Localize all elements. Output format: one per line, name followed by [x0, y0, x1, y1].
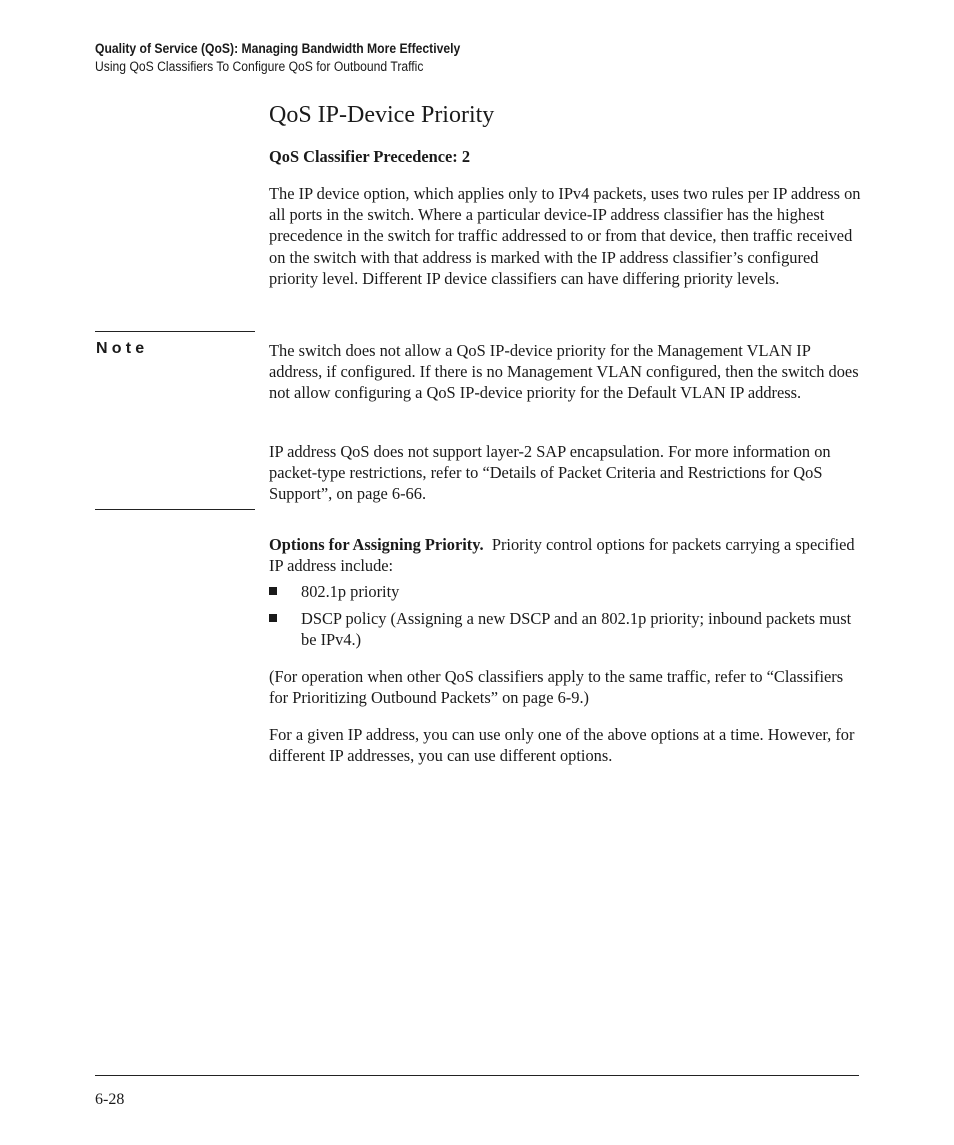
- note-label: Note: [96, 340, 149, 357]
- square-bullet-icon: [269, 587, 277, 595]
- other-classifiers-paragraph: (For operation when other QoS classifiers apply to the same traffic, refer to “Classifiers for Prioritizing Outbound Packets” on page 6-9.): [269, 667, 844, 708]
- options-text: Priority control options for packets carrying a specified IP address include:: [269, 535, 855, 576]
- page-number: 6-28: [95, 1091, 125, 1108]
- options-heading: Options for Assigning Priority.: [269, 535, 484, 554]
- chapter-title: Quality of Service (QoS): Managing Bandwidth More Effectively: [95, 41, 461, 56]
- footer-rule: [95, 1075, 859, 1076]
- section-title-header: Using QoS Classifiers To Configure QoS for Outbound Traffic: [95, 59, 424, 74]
- bullet-text: 802.1p priority: [301, 582, 400, 601]
- running-header: [95, 40, 460, 76]
- options-list: [269, 581, 861, 657]
- bullet-text: DSCP policy (Assigning a new DSCP and an 802.1p priority; inbound packets must be IPv4.): [301, 609, 852, 650]
- options-paragraph: [269, 534, 861, 576]
- page-title: QoS IP-Device Priority: [269, 102, 495, 128]
- note-bottom-rule: [95, 509, 255, 510]
- list-item: [269, 581, 861, 602]
- square-bullet-icon: [269, 614, 277, 622]
- note-top-rule: [95, 331, 255, 332]
- list-item: [269, 608, 861, 650]
- note-paragraph-2: IP address QoS does not support layer-2 SAP encapsulation. For more information on packet-type restrictions, refer to “Details of Packet Criteria and Restrictions for QoS Support”, on page 6-66.: [269, 442, 831, 504]
- classifier-precedence: QoS Classifier Precedence: 2: [269, 147, 471, 166]
- intro-paragraph: The IP device option, which applies only to IPv4 packets, uses two rules per IP address on all ports in the switch. Where a particular device-IP address classifier has the highest precedence in the switch for traffic addressed to or from that device, then traffic received on the switch with that address is marked with the IP address classifier’s configured priority level. Different IP device classifiers can have differing priority levels.: [269, 184, 861, 288]
- note-paragraph-1: The switch does not allow a QoS IP-device priority for the Management VLAN IP address, if configured. If there is no Management VLAN configured, then the switch does not allow configuring a QoS IP-device priority for the Default VLAN IP address.: [269, 341, 859, 403]
- given-address-paragraph: For a given IP address, you can use only one of the above options at a time. However, for different IP addresses, you can use different options.: [269, 725, 855, 766]
